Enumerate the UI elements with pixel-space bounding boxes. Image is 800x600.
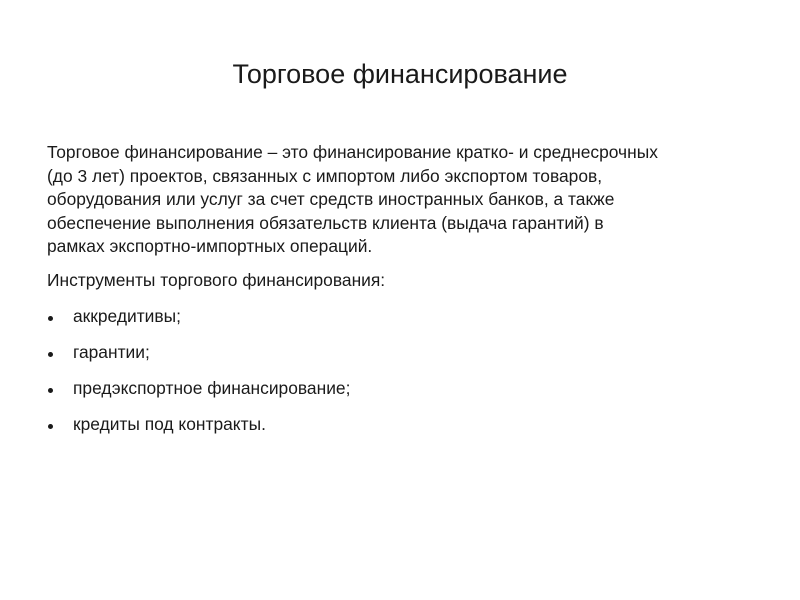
definition-line: Торговое финансирование – это финансирование кратко- и среднесрочных: [47, 142, 658, 162]
definition-line: обеспечение выполнения обязательств клиента (выдача гарантий) в: [47, 212, 604, 233]
list-item: [47, 412, 350, 448]
bullet-icon: [48, 424, 53, 429]
bullet-icon: [48, 316, 53, 321]
list-item-text: кредиты под контракты.: [73, 414, 266, 434]
list-item-text: гарантии;: [73, 342, 150, 362]
definition-line: оборудования или услуг за счет средств иностранных банков, а также: [47, 189, 615, 209]
instruments-heading: Инструменты торгового финансирования:: [47, 270, 386, 290]
definition-line: рамках экспортно-импортных операций.: [47, 236, 373, 256]
list-item-text: предэкспортное финансирование;: [73, 378, 351, 398]
definition-line: (до 3 лет) проектов, связанных с импортом либо экспортом товаров,: [47, 165, 603, 186]
instruments-list: [47, 304, 350, 448]
slide-title: Торговое финансирование: [232, 59, 568, 89]
list-item: [47, 304, 350, 340]
definition-paragraph: [47, 141, 793, 259]
bullet-icon: [48, 352, 53, 357]
list-item: [47, 340, 350, 376]
list-item: [47, 376, 350, 412]
bullet-icon: [48, 388, 53, 393]
list-item-text: аккредитивы;: [73, 306, 181, 326]
